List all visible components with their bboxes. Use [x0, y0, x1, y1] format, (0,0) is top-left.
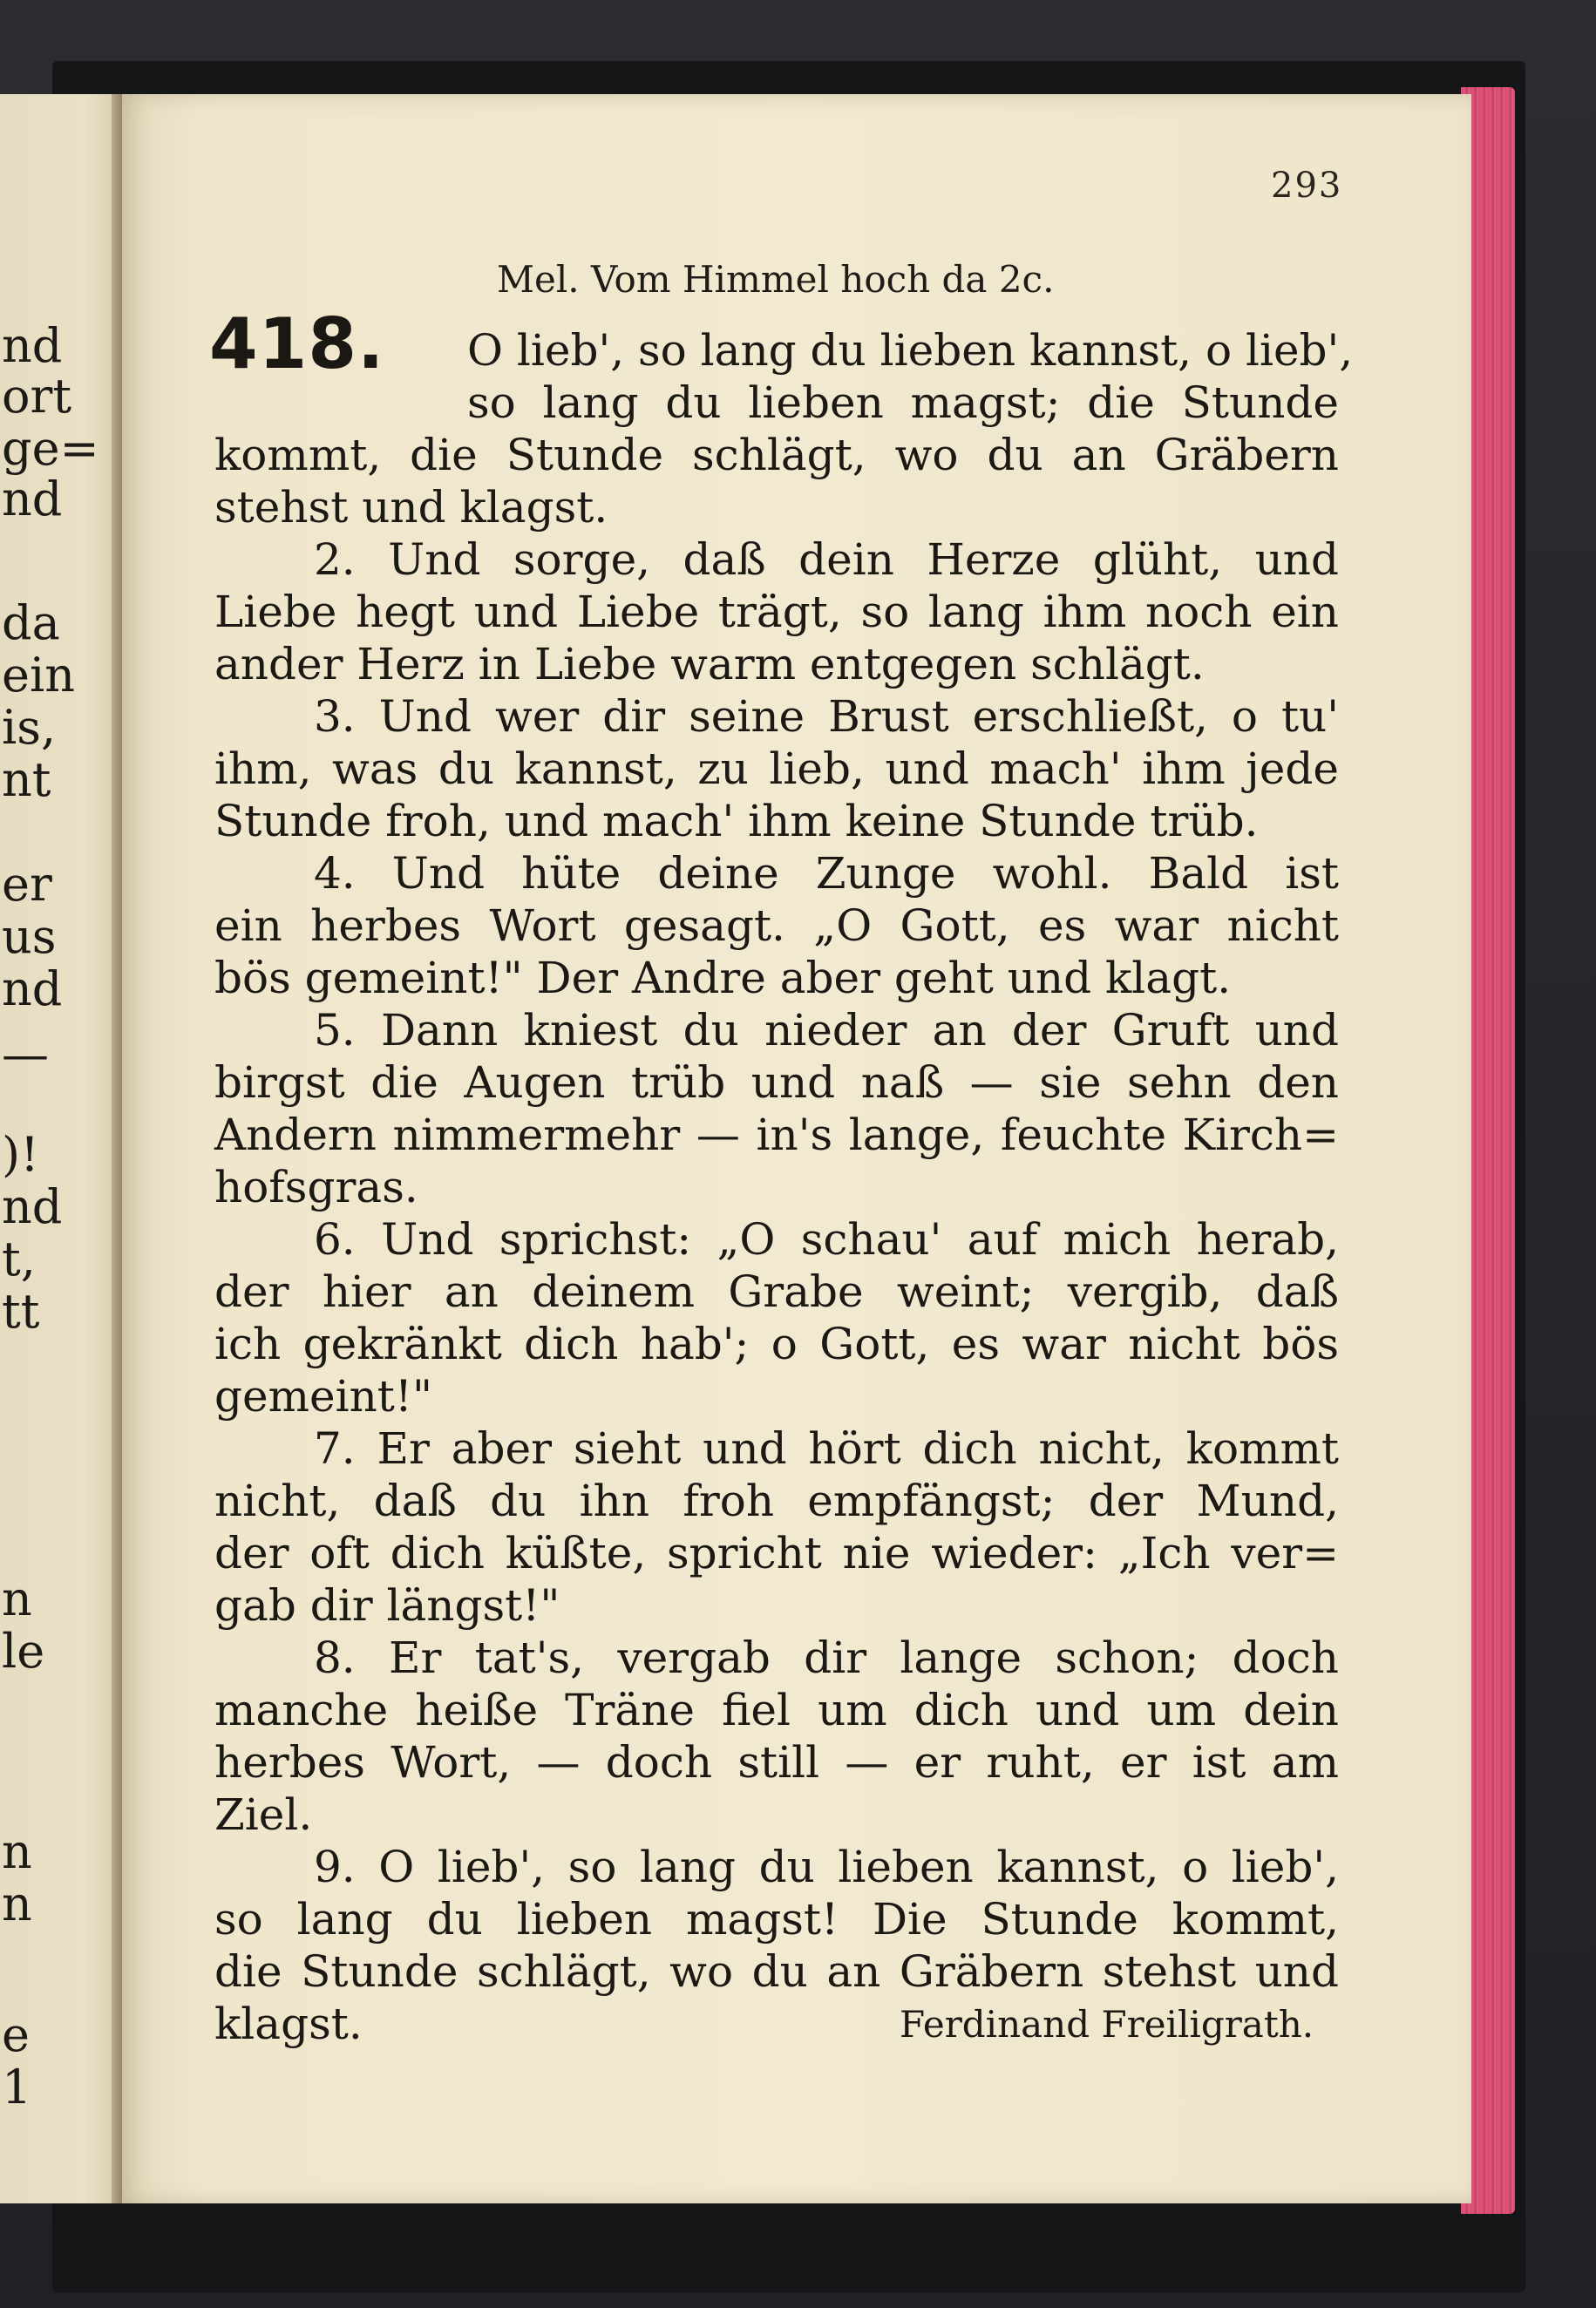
previous-page-fragment: ge= [2, 421, 99, 476]
previous-page-fragment: tt [2, 1284, 40, 1339]
previous-page-fragment: ort [2, 369, 72, 424]
hymn-text-line: 4. Und hüte deine Zunge wohl. Bald ist [314, 848, 1339, 899]
previous-page-fragment: nd [2, 961, 63, 1016]
hymn-text-line: bös gemeint!" Der Andre aber geht und klagt. [214, 953, 1232, 1003]
previous-page [0, 94, 122, 2203]
hymn-text-line: 8. Er tat's, vergab dir lange schon; doch [314, 1633, 1339, 1683]
previous-page-fragment: er [2, 857, 52, 912]
hymn-text-line: ander Herz in Liebe warm entgegen schlägt. [214, 639, 1205, 689]
previous-page-fragment: t, [2, 1232, 36, 1286]
hymn-text-line: O lieb', so lang du lieben kannst, o lieb', [467, 325, 1354, 376]
previous-page-fragment: n [2, 1824, 32, 1879]
hymn-text-line: so lang du lieben magst! Die Stunde kommt, [214, 1894, 1339, 1945]
previous-page-fragment: n [2, 1571, 32, 1626]
hymn-text-line: hofsgras. [214, 1162, 418, 1212]
hymn-text-line: gab dir längst!" [214, 1580, 560, 1631]
hymn-text-line: birgst die Augen trüb und naß — sie sehn den [214, 1057, 1339, 1108]
previous-page-fragment: nt [2, 752, 51, 807]
previous-page-fragment: us [2, 909, 57, 964]
hymn-text-line: 9. O lieb', so lang du lieben kannst, o lieb', [314, 1842, 1339, 1892]
hymn-text-line: kommt, die Stunde schlägt, wo du an Gräbern [214, 430, 1339, 480]
previous-page-fragment: n [2, 1877, 32, 1931]
previous-page-fragment: )! [2, 1127, 39, 1182]
hymn-text-line: 7. Er aber sieht und hört dich nicht, kommt [314, 1423, 1339, 1474]
previous-page-fragment: nd [2, 1179, 63, 1234]
hymn-text-line: stehst und klagst. [214, 482, 608, 533]
previous-page-fragment: nd [2, 318, 63, 373]
hymn-text-line: 3. Und wer dir seine Brust erschließt, o tu' [314, 691, 1339, 742]
hymn-text-line: ich gekränkt dich hab'; o Gott, es war nicht bös [214, 1319, 1339, 1369]
author-attribution: Ferdinand Freiligrath. [900, 2003, 1314, 2046]
previous-page-fragment: — [2, 1027, 49, 1082]
hymn-text-line: ihm, was du kannst, zu lieb, und mach' ihm jede [214, 743, 1339, 794]
hymn-text-line: klagst. [214, 1999, 363, 2049]
hymn-text-line: manche heiße Träne fiel um dich und um dein [214, 1685, 1339, 1735]
hymn-text-line: 5. Dann kniest du nieder an der Gruft und [314, 1005, 1339, 1056]
previous-page-fragment: nd [2, 472, 63, 526]
hymn-text-line: der oft dich küßte, spricht nie wieder: „Ich ver= [214, 1528, 1339, 1578]
hymn-text-line: herbes Wort, — doch still — er ruht, er ist am [214, 1737, 1339, 1788]
previous-page-fragment: is, [2, 700, 57, 755]
previous-page-fragment: e [2, 2007, 30, 2062]
hymn-text-line: 6. Und sprichst: „O schau' auf mich herab, [314, 1214, 1339, 1265]
hymn-text-line: 2. Und sorge, daß dein Herze glüht, und [314, 534, 1339, 585]
hymn-text-line: Andern nimmermehr — in's lange, feuchte Kirch= [214, 1110, 1339, 1160]
hymn-number: 418. [209, 303, 385, 384]
previous-page-fragment: le [2, 1624, 45, 1679]
hymn-text-line: die Stunde schlägt, wo du an Gräbern stehst und [214, 1946, 1339, 1997]
previous-page-fragment: da [2, 595, 60, 650]
page-number: 293 [1271, 166, 1343, 206]
previous-page-fragment: 1 [2, 2060, 32, 2115]
hymn-text-line: Liebe hegt und Liebe trägt, so lang ihm noch ein [214, 587, 1339, 637]
hymn-text-line: nicht, daß du ihn froh empfängst; der Mund, [214, 1476, 1339, 1526]
hymn-text-line: der hier an deinem Grabe weint; vergib, daß [214, 1266, 1339, 1317]
hymn-text-line: so lang du lieben magst; die Stunde [467, 377, 1339, 428]
previous-page-fragment: ein [2, 648, 76, 703]
hymn-text-line: gemeint!" [214, 1371, 432, 1422]
melody-heading: Mel. Vom Himmel hoch da 2c. [497, 258, 1055, 301]
hymn-text-line: Stunde froh, und mach' ihm keine Stunde trüb. [214, 796, 1259, 846]
hymn-text-line: Ziel. [214, 1789, 313, 1840]
hymn-text-line: ein herbes Wort gesagt. „O Gott, es war nicht [214, 900, 1339, 951]
